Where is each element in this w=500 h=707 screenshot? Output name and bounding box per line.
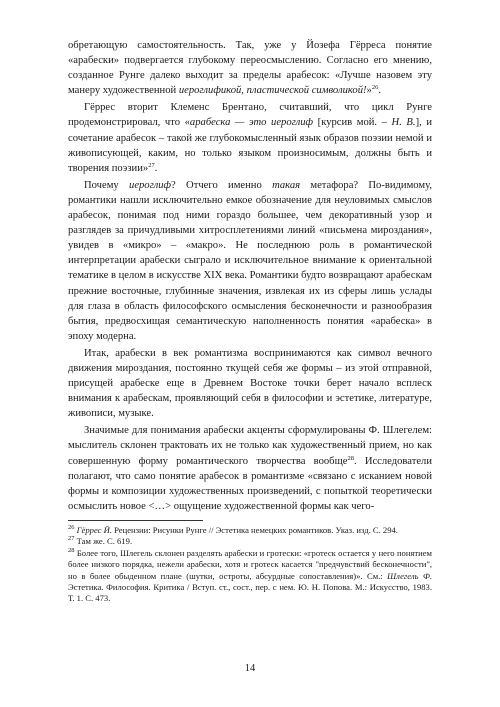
italic-span: Шлегель Ф. (387, 570, 433, 581)
italic-span: такая (272, 179, 301, 191)
footnote-ref: 26 (371, 84, 379, 92)
text-span: Там же. С. 619. (74, 536, 133, 547)
paragraph (68, 100, 432, 175)
text-span: обретающую самостоятельность. Так, уже у Йозефа Гёрреса понятие «арабески» подвергается глубокому переосмыслению. Согласно его мнению, созданное Рунге далеко выходит за пределы арабесок: «Лучше назовем эту манеру художественной (68, 40, 432, 97)
footnote-ref: 26 (68, 523, 75, 531)
footnote (68, 536, 432, 547)
italic-span: арабеска — это иероглиф (189, 117, 314, 129)
italic-span: иероглификой, пластической символикой! (178, 85, 367, 97)
text-span: Почему (84, 179, 130, 191)
page-number: 14 (244, 663, 256, 674)
paragraph (68, 346, 432, 421)
footnote-ref: 28 (347, 454, 354, 462)
footnote-ref: 27 (148, 161, 155, 169)
italic-span: Н. В. (391, 117, 416, 129)
footnote-separator (68, 520, 203, 521)
text-span: ? Отчего именно (171, 179, 273, 191)
text-span: Более того, Шлегель склонен разделять арабески и гротески: «гротеск остается у него понятием более низкого порядка, нежели арабески, хотя и гротеск касается "предчувствий бесконечности", но в более обыденном плане (шутки, остроты, абсурдные сопоставления)». См.: (68, 547, 432, 581)
footnote (68, 525, 432, 536)
footnote-ref: 27 (68, 535, 75, 543)
text-span: [курсив мой. – (313, 117, 392, 129)
text-span: ], и сочетание арабесок – такой же глубокомысленный язык образов поэзии немой и живописующей, каким, но только языком произносимым, должны быть и творения поэзии» (68, 117, 432, 174)
text-span: . (154, 162, 158, 174)
paragraph (68, 38, 432, 98)
text-span: . Исследователи полагают, что само понятие арабесок в романтизме «связано с исканием новой формы и композиции художественных произведений, с попыткой теоретически осмыслить новое <…> ощущение художественной формы как чего- (68, 455, 432, 512)
text-span: метафора? По-видимому, романтики нашли исключительно емкое обозначение для неуловимых смыслов арабесок, понимая под ними гораздо большее, чем декоративный узор и разглядев за причудливыми хитросплетениями линий «письмена мироздания», увидев в «микро» – «макро». Не последнюю роль в романтической интерпретации арабески сыграло и исключительное внимание к ориентальной тематике в целом в искусстве XIX века. Романтики будто возвращают арабескам прежние восточные, глубинные значения, извлекая их из сферы лишь услады для глаза в область философского осмысления бесконечности и разнообразия бытия, предвосхищая семантическую наполненность понятия «арабеска» в эпоху модерна. (68, 179, 432, 342)
text-span: . (378, 85, 381, 97)
main-text (68, 38, 432, 514)
text-span: Рецензии: Рисунки Рунге // Эстетика немецких романтиков. Указ. изд. С. 294. (111, 524, 398, 535)
footnote (68, 548, 432, 605)
italic-span: Гёррес Й. (76, 524, 112, 535)
text-span: Эстетика. Философия. Критика / Вступ. ст., сост., пер. с нем. Ю. Н. Попова. М.: Искусство, 1983. Т. 1. С. 473. (68, 581, 432, 604)
text-span: Гёррес вторит Клеменс Брентано, считавший, что цикл Рунге продемонстрировал, что « (68, 102, 432, 129)
footnotes (68, 525, 432, 605)
text-span: Значимые для понимания арабески акценты сформулированы Ф. Шлегелем: мыслитель склонен трактовать их не только как художественный прием, но как совершенную форму романтического творчества вообще (68, 425, 432, 467)
paragraph (68, 178, 432, 344)
italic-span: иероглиф (129, 179, 172, 191)
paragraph (68, 423, 432, 514)
text-span: Итак, арабески в век романтизма воспринимаются как символ вечного движения мироздания, постоянно ткущей себя же формы – из этой отправной, присущей арабеске еще в Древнем Востоке точки берет начало всплеск внимания к арабескам, проявляющий себя в философии и эстетике, литературе, живописи, музыке. (68, 347, 432, 420)
text-span: » (366, 85, 372, 97)
footnote-ref: 28 (68, 546, 75, 554)
